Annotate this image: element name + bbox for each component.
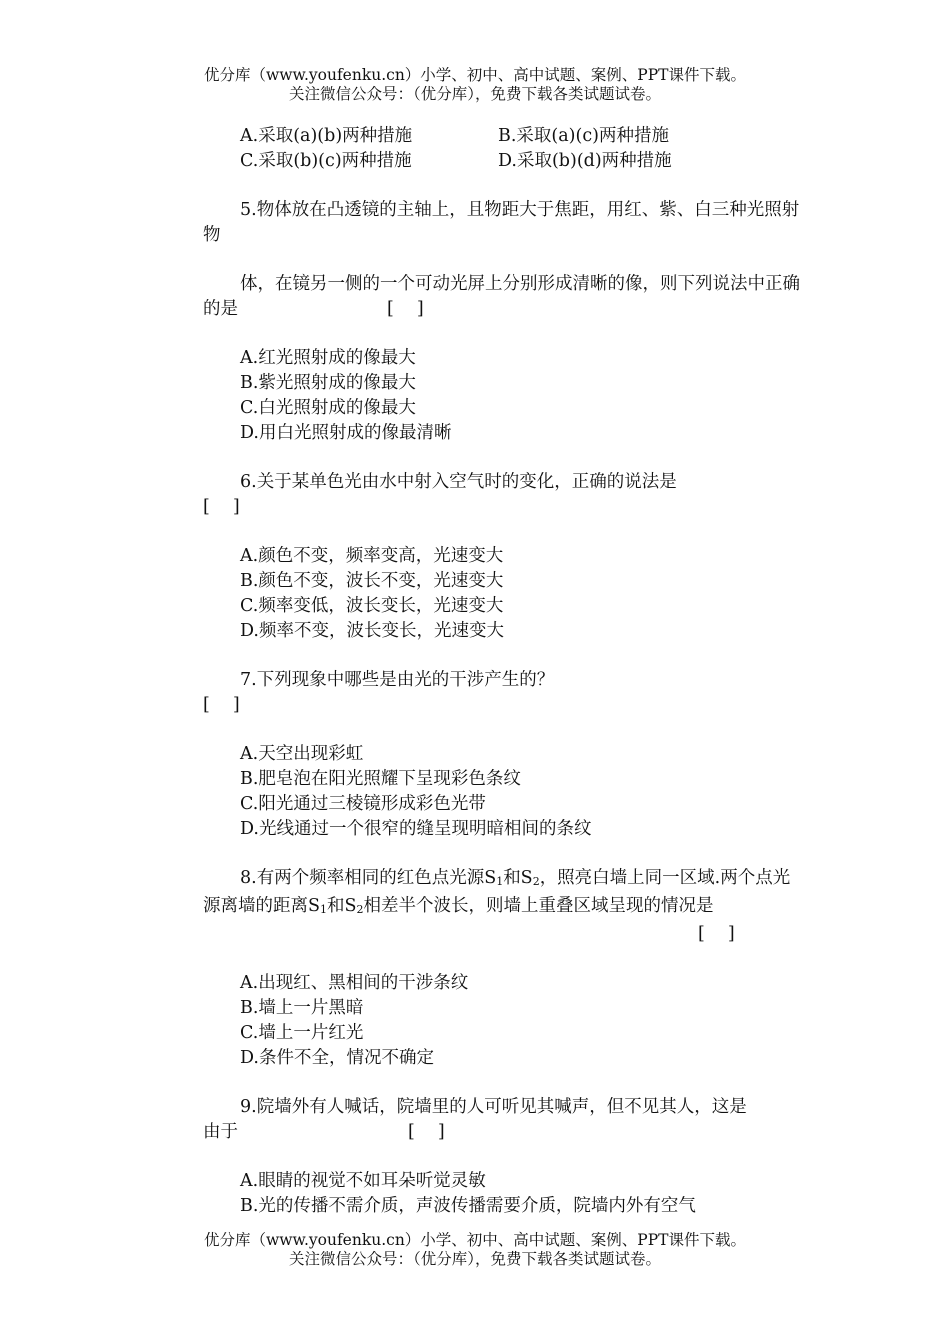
q6-option-c: C.频率变低，波长变长，光速变大 (240, 596, 504, 616)
q5-option-c: C.白光照射成的像最大 (240, 398, 416, 418)
q4-option-c: C.采取(b)(c)两种措施 (240, 151, 412, 171)
q6-option-a: A.颜色不变，频率变高，光速变大 (240, 546, 504, 566)
q9-stem-line-1: 9.院墙外有人喊话，院墙里的人可听见其喊声，但不见其人，这是 (240, 1097, 747, 1117)
q4-options-row-2 (203, 149, 803, 174)
exam-content (203, 124, 803, 1219)
q8-stem-part-a: 8.有两个频率相同的红色点光源S (240, 868, 497, 888)
q8-option-d: D.条件不全，情况不确定 (240, 1048, 434, 1068)
q9-option-b: B.光的传播不需介质，声波传播需要介质，院墙内外有空气 (240, 1196, 696, 1216)
q8-answer-bracket: [ ] (698, 924, 735, 944)
q4-option-d: D.采取(b)(d)两种措施 (498, 151, 672, 171)
q8-subscript-1: 1 (496, 875, 504, 888)
q7-option-d: D.光线通过一个很窄的缝呈现明暗相间的条纹 (240, 819, 592, 839)
q5-option-b: B.紫光照射成的像最大 (240, 373, 416, 393)
q7-answer-bracket: [ ] (203, 695, 240, 715)
q8-stem-part-d: 和S (327, 896, 357, 916)
q9-option-a: A.眼睛的视觉不如耳朵听觉灵敏 (240, 1171, 486, 1191)
q5-stem-text: 体，在镜另一侧的一个可动光屏上分别形成清晰的像，则下列说法中正确的是 (203, 274, 800, 319)
q8-subscript-3: 1 (320, 903, 327, 916)
q9-stem-text: 由于 (203, 1122, 238, 1142)
page-footer (0, 1231, 950, 1269)
q4-option-b: B.采取(a)(c)两种措施 (498, 126, 669, 146)
q8-stem-part-b: 和S (503, 868, 533, 888)
q8-stem (203, 866, 803, 947)
q7-option-a: A.天空出现彩虹 (240, 744, 364, 764)
header-line-1: 优分库（www.youfenku.cn）小学、初中、高中试题、案例、PPT课件下载。 (203, 66, 747, 84)
q4-options-row-1 (203, 124, 803, 149)
q7-option-c: C.阳光通过三棱镜形成彩色光带 (240, 794, 486, 814)
q9-answer-bracket: [ ] (408, 1122, 445, 1142)
q8-option-a: A.出现红、黑相间的干涉条纹 (240, 973, 469, 993)
q6-option-b: B.颜色不变，波长不变，光速变大 (240, 571, 504, 591)
footer-line-1: 优分库（www.youfenku.cn）小学、初中、高中试题、案例、PPT课件下载。 (203, 1231, 747, 1249)
q7-stem: 7.下列现象中哪些是由光的干涉产生的？ (240, 670, 555, 690)
q5-stem-line-1: 5.物体放在凸透镜的主轴上，且物距大于焦距，用红、紫、白三种光照射物 (203, 200, 800, 245)
page-header (0, 66, 950, 104)
q4-option-a: A.采取(a)(b)两种措施 (240, 126, 413, 146)
footer-line-2: 关注微信公众号：（优分库），免费下载各类试题试卷。 (288, 1250, 661, 1268)
q5-answer-bracket: [ ] (387, 299, 424, 319)
q8-subscript-2: 2 (532, 875, 540, 888)
q8-stem-part-e: 相差半个波长，则墙上重叠区域呈现的情况是 (363, 896, 714, 916)
q8-subscript-4: 2 (356, 903, 364, 916)
q6-answer-bracket: [ ] (203, 497, 240, 517)
q8-stem-part-c: ，照亮白墙上同一区域.两个点光源离墙的距离S (203, 868, 791, 916)
q8-option-c: C.墙上一片红光 (240, 1023, 364, 1043)
q5-option-a: A.红光照射成的像最大 (240, 348, 416, 368)
q8-option-b: B.墙上一片黑暗 (240, 998, 364, 1018)
header-line-2: 关注微信公众号：（优分库），免费下载各类试题试卷。 (288, 85, 661, 103)
q5-option-d: D.用白光照射成的像最清晰 (240, 423, 452, 443)
q6-option-d: D.频率不变，波长变长，光速变大 (240, 621, 504, 641)
q9-stem-line-2 (203, 1120, 803, 1145)
q5-stem-line-2 (203, 272, 803, 322)
q7-option-b: B.肥皂泡在阳光照耀下呈现彩色条纹 (240, 769, 521, 789)
q6-stem: 6.关于某单色光由水中射入空气时的变化，正确的说法是 (240, 472, 677, 492)
